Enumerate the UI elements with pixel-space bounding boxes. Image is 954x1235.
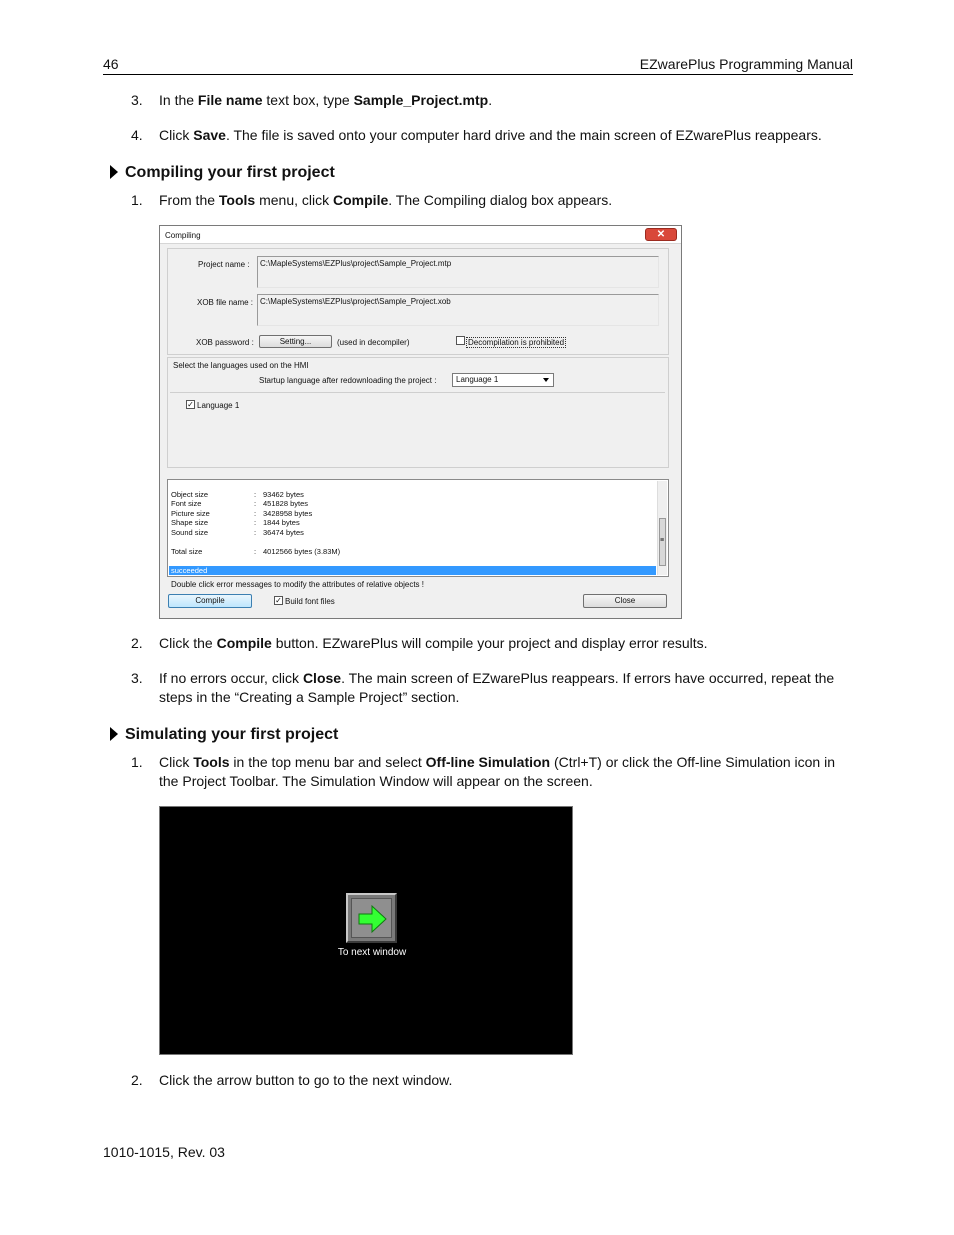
log-status-row[interactable]: succeeded [169,566,656,575]
log-row: Total size : 4012566 bytes (3.83M) [171,547,341,556]
arrow-right-icon [352,899,393,939]
manual-title: EZwarePlus Programming Manual [639,56,853,72]
xob-file-name-field[interactable]: C:\MapleSystems\EZPlus\project\Sample_Project.xob [257,294,659,326]
step-offline-simulation: 1. Click Tools in the top menu bar and select Off-line Simulation (Ctrl+T) or click the Off-line Simulation icon in the Project Toolbar. The Simulation Window will appear on the screen. [131,754,835,789]
language-1-label: Language 1 [197,401,240,410]
step-click-arrow: 2. Click the arrow button to go to the next window. [131,1072,453,1088]
step-file-name: 3. In the File name text box, type Sample_Project.mtp. [131,92,493,108]
used-in-decompiler-note: (used in decompiler) [337,338,410,347]
log-scrollbar[interactable] [657,481,667,575]
step-compile-menu: 1. From the Tools menu, click Compile. The Compiling dialog box appears. [131,192,613,208]
step-save: 4. Click Save. The file is saved onto your computer hard drive and the main screen of EZwarePlus reappears. [131,127,822,143]
next-window-label: To next window [337,947,407,958]
log-row: Font size : 451828 bytes [171,499,309,508]
next-window-button-face [351,898,392,938]
setting-button[interactable]: Setting... [259,335,332,348]
dialog-title-bar [160,226,681,244]
simulation-window [159,806,573,1055]
languages-divider [170,392,665,393]
close-button[interactable]: Close [583,594,667,608]
language-1-checkbox[interactable]: ✓ [187,400,194,409]
section-bullet-icon [110,727,118,741]
compile-button[interactable]: Compile [168,594,252,608]
section-heading-compiling: Compiling your first project [110,164,335,182]
compile-log[interactable] [167,479,669,577]
decompilation-label: Decompilation is prohibited [468,338,565,347]
log-row: Object size : 93462 bytes [171,490,304,499]
next-window-button[interactable] [346,893,397,943]
project-name-field[interactable]: C:\MapleSystems\EZPlus\project\Sample_Project.mtp [257,256,659,288]
compile-hint: Double click error messages to modify the attributes of relative objects ! [171,580,424,589]
languages-group [167,357,669,468]
project-name-label: Project name : [198,260,250,269]
close-icon[interactable]: ✕ [645,228,677,241]
dialog-title: Compiling [165,231,201,240]
page-number: 46 [103,56,119,72]
languages-label: Select the languages used on the HMI [173,361,309,370]
build-font-files-checkbox[interactable]: ✓ [275,596,282,605]
xob-file-name-label: XOB file name : [197,298,254,307]
section-heading-simulating: Simulating your first project [110,726,338,744]
header-divider [103,74,853,75]
log-row: Sound size : 36474 bytes [171,528,304,537]
decompilation-checkbox[interactable] [456,336,465,345]
startup-language-label: Startup language after redownloading the project : [259,376,437,385]
scrollbar-thumb[interactable] [659,518,666,566]
step-click-compile: 2. Click the Compile button. EZwarePlus will compile your project and display error results. [131,635,708,651]
step-close: 3. If no errors occur, click Close. The main screen of EZwarePlus reappears. If errors have occurred, repeat the steps in the “Creating a Sample Project” section. [131,670,835,705]
xob-password-label: XOB password : [196,338,254,347]
compiling-dialog [159,225,682,619]
startup-language-select[interactable]: Language 1 [452,373,554,387]
doc-number: 1010-1015, Rev. 03 [103,1144,225,1160]
log-row: Picture size : 3428958 bytes [171,509,313,518]
build-font-files-label: Build font files [285,597,335,606]
log-row: Shape size : 1844 bytes [171,518,300,527]
section-bullet-icon [110,165,118,179]
scroll-grip-icon: ≡ [660,537,665,544]
